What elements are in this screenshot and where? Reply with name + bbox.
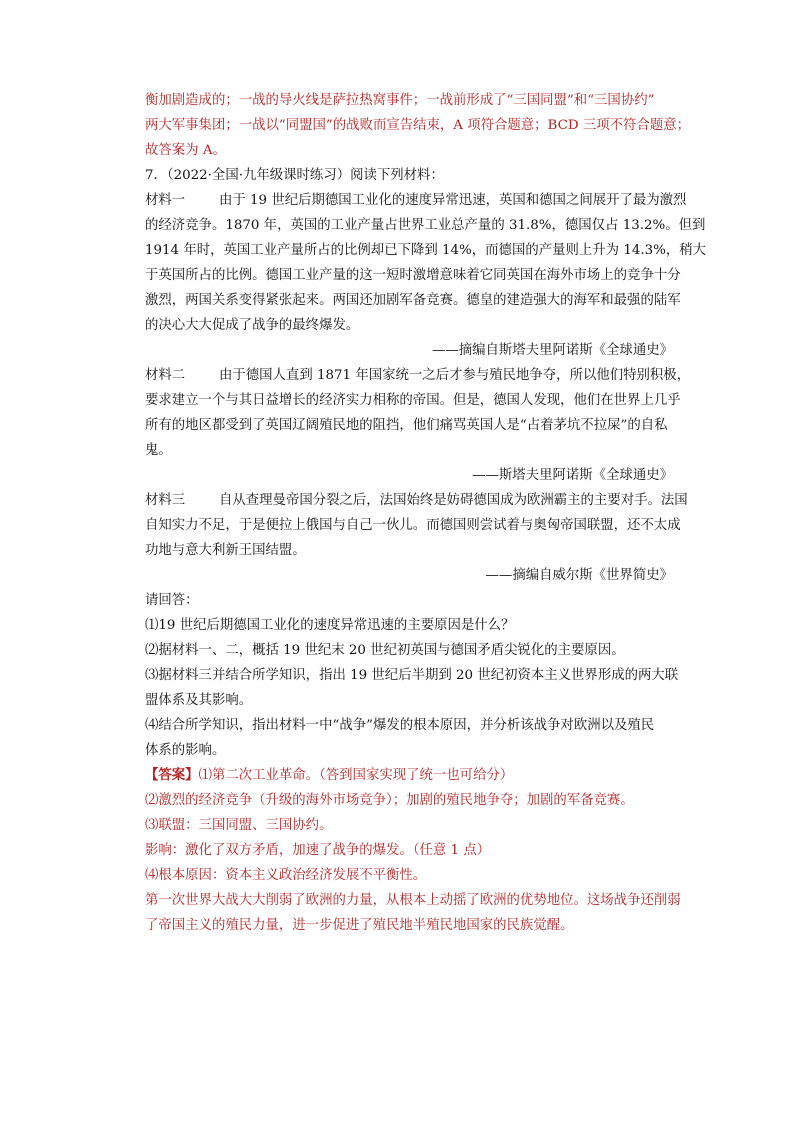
material-label: 材料一: [145, 193, 186, 208]
sub-question: ⑷结合所学知识，指出材料一中“战争”爆发的根本原因，并分析该战争对欧洲以及殖民: [145, 718, 655, 733]
material-line: 自知实力不足，于是便拉上俄国与自己一伙儿。而德国则尝试着与奥匈帝国联盟，还不太成: [145, 518, 681, 533]
answer-line: 了帝国主义的殖民力量，进一步促进了殖民地半殖民地国家的民族觉醒。: [145, 918, 574, 933]
question-header: 7．（2022·全国·九年级课时练习）阅读下列材料：: [145, 168, 444, 183]
material-line: 所有的地区都受到了英国辽阔殖民地的阻挡，他们痛骂英国人是“占着茅坑不拉屎”的自私: [145, 418, 668, 433]
material-line: 1914 年时，英国工业产量所占的比例却已下降到 14%，而德国的产量则上升为 14.3%，稍大: [145, 243, 707, 258]
answer-block: [145, 763, 685, 938]
document-page: [145, 88, 707, 938]
material-line: 功地与意大利新王国结盟。: [145, 543, 306, 558]
question-prompt: 请回答：: [145, 593, 199, 608]
material-line: 由于 19 世纪后期德国工业化的速度异常迅速，英国和德国之间展开了最为激烈: [219, 193, 687, 208]
material-line: 由于德国人直到 1871 年国家统一之后才参与殖民地争夺，所以他们特别积极，: [219, 368, 691, 383]
prev-answer-line: 衡加剧造成的；一战的导火线是萨拉热窝事件；一战前形成了“三国同盟”和“三国协约”: [145, 93, 655, 108]
material-label: 材料二: [145, 368, 186, 383]
material-2: [145, 363, 691, 488]
material-source: ——摘编自威尔斯《世界简史》: [485, 568, 673, 583]
answer-line: ⑵激烈的经济竞争（升级的海外市场竞争）；加剧的殖民地争夺；加剧的军备竞赛。: [145, 793, 634, 808]
sub-question: 盟体系及其影响。: [145, 693, 253, 708]
prev-answer-line: 两大军事集团；一战以“同盟国”的战败而宣告结束，A 项符合题意；BCD 三项不符合题意；: [145, 118, 691, 133]
sub-question: ⑵据材料一、二，概括 19 世纪末 20 世纪初英国与德国矛盾尖锐化的主要原因。: [145, 643, 625, 658]
material-3: [145, 488, 688, 588]
answer-tag: 【答案】: [145, 767, 199, 783]
sub-question: 体系的影响。: [145, 743, 226, 758]
prev-answer-line: 故答案为 A。: [145, 143, 226, 158]
material-source: ——斯塔夫里阿诺斯《全球通史》: [472, 468, 673, 483]
sub-question: ⑴19 世纪后期德国工业化的速度异常迅速的主要原因是什么？: [145, 618, 515, 633]
sub-questions: [145, 613, 685, 763]
previous-answer: [145, 88, 691, 163]
answer-line: 影响：激化了双方矛盾，加速了战争的爆发。（任意 1 点）: [145, 843, 491, 858]
material-source: ——摘编自斯塔夫里阿诺斯《全球通史》: [431, 343, 673, 358]
material-line: 鬼。: [145, 443, 172, 458]
material-line: 自从查理曼帝国分裂之后，法国始终是妨碍德国成为欧洲霸主的主要对手。法国: [219, 493, 688, 508]
material-line: 的经济竞争。1870 年，英国的工业产量占世界工业总产量的 31.8%，德国仅占 13.2%。但到: [145, 218, 706, 233]
answer-line: ⑷根本原因：资本主义政治经济发展不平衡性。: [145, 868, 427, 883]
material-line: 激烈，两国关系变得紧张起来。两国还加剧军备竞赛。德皇的建造强大的海军和最强的陆军: [145, 293, 681, 308]
material-line: 要求建立一个与其日益增长的经济实力相称的帝国。但是，德国人发现，他们在世界上几乎: [145, 393, 681, 408]
answer-line: ⑶联盟：三国同盟、三国协约。: [145, 818, 333, 833]
material-line: 的决心大大促成了战争的最终爆发。: [145, 318, 360, 333]
material-line: 于英国所占的比例。德国工业产量的这一短时激增意味着它同英国在海外市场上的竞争十分: [145, 268, 681, 283]
sub-question: ⑶据材料三并结合所学知识，指出 19 世纪后半期到 20 世纪初资本主义世界形成的两大联: [145, 668, 679, 683]
answer-line: 第一次世界大战大大削弱了欧洲的力量，从根本上动摇了欧洲的优势地位。这场战争还削弱: [145, 893, 681, 908]
material-label: 材料三: [145, 493, 186, 508]
material-1: [145, 188, 707, 363]
answer-line: ⑴第二次工业革命。（答到国家实现了统一也可给分）: [198, 768, 514, 783]
